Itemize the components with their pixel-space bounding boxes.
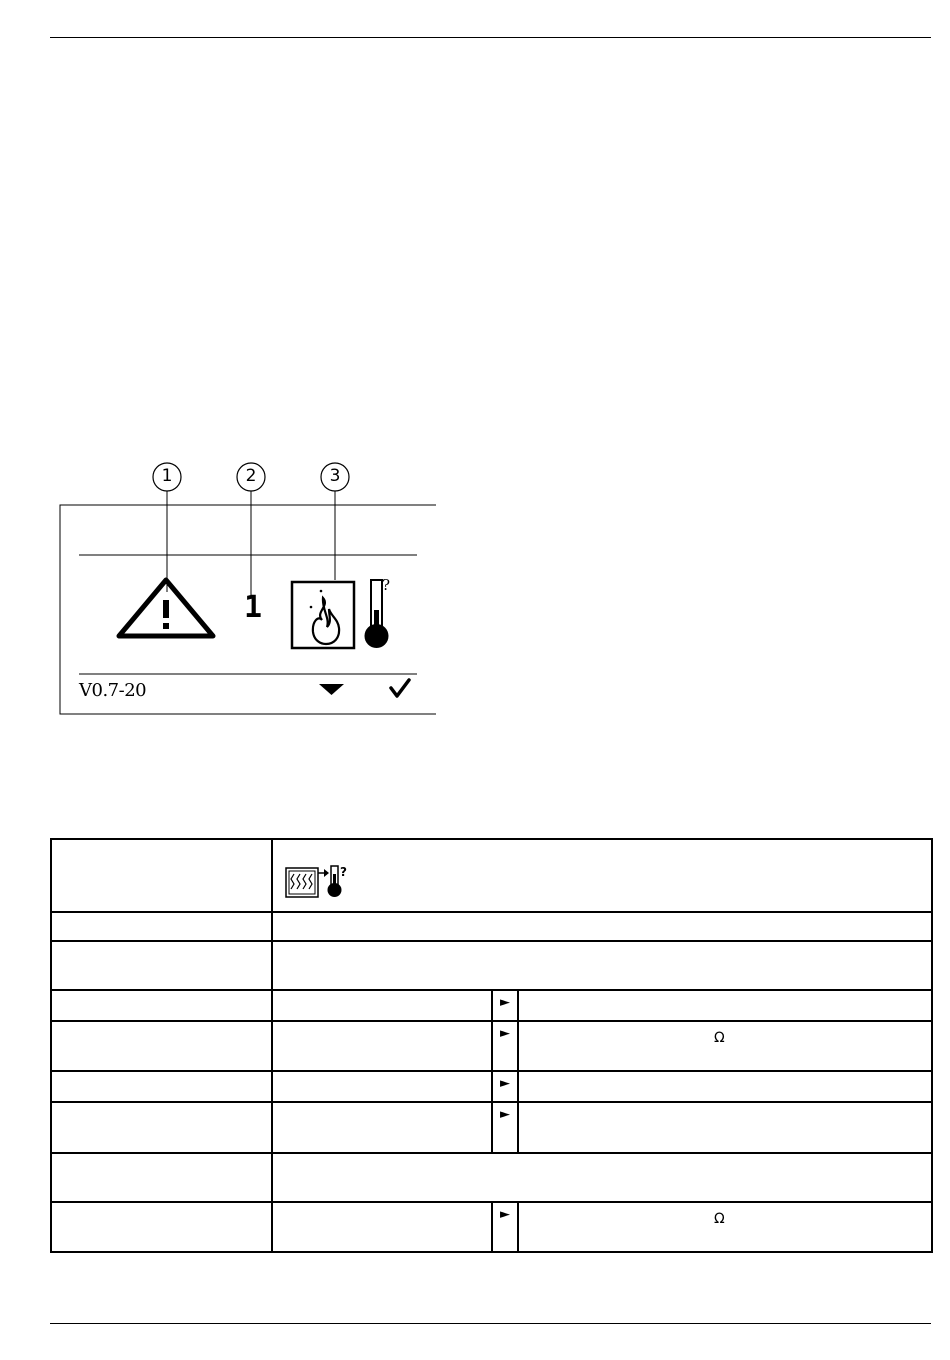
table-row [51,1202,932,1252]
table-cell [272,1102,492,1153]
table-row [51,941,932,990]
table-cell [518,1102,932,1153]
thermometer-question-icon [328,865,348,897]
table-cell [51,839,272,912]
footer-rule [50,1323,931,1324]
heat-exchanger-thermometer-icon [285,852,355,898]
arrow-icon: ► [492,1102,518,1153]
arrow-icon: ► [492,1021,518,1071]
table-cell [272,1153,932,1202]
table-row [51,839,932,912]
table-cell [51,912,272,941]
table-cell [272,990,492,1021]
arrow-icon: ► [492,990,518,1021]
ohm-symbol: Ω [714,1030,725,1046]
table-cell [272,941,932,990]
header-rule [50,37,931,38]
table-cell [272,1202,492,1252]
table-header-icon-cell [272,839,932,912]
table-row [51,1021,932,1071]
warning-triangle-icon [119,580,213,636]
table-cell [51,1153,272,1202]
table-cell [518,1021,932,1071]
error-number: 1 [243,590,263,625]
arrow-icon: ► [492,1071,518,1102]
table-cell [51,990,272,1021]
thermometer-icon [365,580,389,648]
callout-circle-1 [153,463,181,491]
table-row [51,912,932,941]
table-cell [272,912,932,941]
flame-icon [292,582,354,648]
table-cell [51,1071,272,1102]
table-row [51,990,932,1021]
header-question-mark: ? [340,865,347,879]
callout-label-1: 1 [161,466,173,486]
table-cell [51,1202,272,1252]
screen-frame [60,505,436,714]
table-cell [518,1202,932,1252]
table-cell [51,941,272,990]
callout-circle-3 [321,463,349,491]
callout-circle-2 [237,463,265,491]
table-cell [272,1071,492,1102]
version-label: V0.7-20 [79,680,147,701]
table-row [51,1153,932,1202]
table-row [51,1102,932,1153]
checkmark-icon [391,680,409,696]
table-cell [51,1021,272,1071]
down-arrow-icon [319,684,344,695]
table-row [51,1071,932,1102]
table-cell [51,1102,272,1153]
table-cell [518,990,932,1021]
callout-label-3: 3 [329,466,341,486]
callout-label-2: 2 [245,466,257,486]
heat-exchanger-icon [286,868,329,897]
ohm-symbol: Ω [714,1211,725,1227]
table-cell [518,1071,932,1102]
thermometer-question-mark: ? [382,576,391,594]
fault-info-table [50,838,933,1253]
table-cell [272,1021,492,1071]
arrow-icon: ► [492,1202,518,1252]
